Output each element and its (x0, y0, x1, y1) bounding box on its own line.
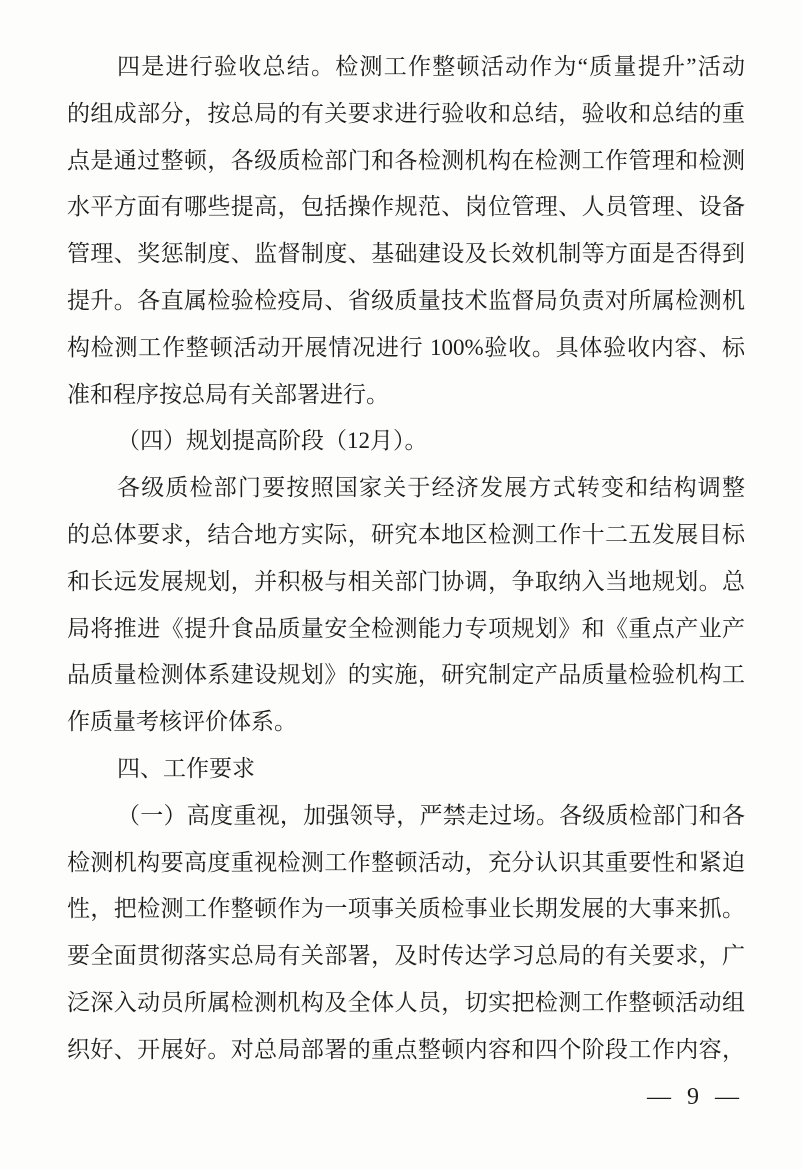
document-body (67, 44, 745, 1074)
text-line: （一）高度重视，加强领导，严禁走过场。各级质检部门和各 (117, 802, 745, 828)
text-line: 品质量检测体系建设规划》的实施，研究制定产品质量检验机构工 (67, 662, 745, 688)
text-line: 各级质检部门要按照国家关于经济发展方式转变和结构调整 (117, 475, 745, 501)
text-line: 性，把检测工作整顿作为一项事关质检事业长期发展的大事来抓。 (67, 896, 745, 922)
text-line: 提升。各直属检验检疫局、省级质量技术监督局负责对所属检测机 (67, 287, 745, 313)
text-line: 水平方面有哪些提高，包括操作规范、岗位管理、人员管理、设备 (67, 194, 745, 220)
text-line: 检测机构要高度重视检测工作整顿活动，充分认识其重要性和紧迫 (67, 849, 745, 875)
text-line: 和长远发展规划，并积极与相关部门协调，争取纳入当地规划。总 (67, 568, 745, 594)
text-line: 要全面贯彻落实总局有关部署，及时传达学习总局的有关要求，广 (67, 943, 745, 969)
text-line: （四）规划提高阶段（12月）。 (117, 428, 428, 454)
text-line: 四、工作要求 (117, 755, 255, 781)
text-line: 的组成部分，按总局的有关要求进行验收和总结，验收和总结的重 (67, 100, 745, 126)
page-number: — 9 — (647, 1084, 744, 1110)
text-line: 泛深入动员所属检测机构及全体人员，切实把检测工作整顿活动组 (67, 989, 745, 1015)
text-line: 局将推进《提升食品质量安全检测能力专项规划》和《重点产业产 (67, 615, 745, 641)
text-line: 的总体要求，结合地方实际，研究本地区检测工作十二五发展目标 (67, 521, 745, 547)
text-line: 准和程序按总局有关部署进行。 (67, 381, 389, 407)
text-line: 作质量考核评价体系。 (67, 709, 297, 735)
text-line: 点是通过整顿，各级质检部门和各检测机构在检测工作管理和检测 (67, 147, 745, 173)
text-line: 管理、奖惩制度、监督制度、基础建设及长效机制等方面是否得到 (67, 241, 745, 267)
text-line: 构检测工作整顿活动开展情况进行 100%验收。具体验收内容、标 (67, 334, 745, 360)
text-line: 织好、开展好。对总局部署的重点整顿内容和四个阶段工作内容， (67, 1036, 745, 1062)
text-line: 四是进行验收总结。检测工作整顿活动作为“质量提升”活动 (117, 54, 745, 79)
